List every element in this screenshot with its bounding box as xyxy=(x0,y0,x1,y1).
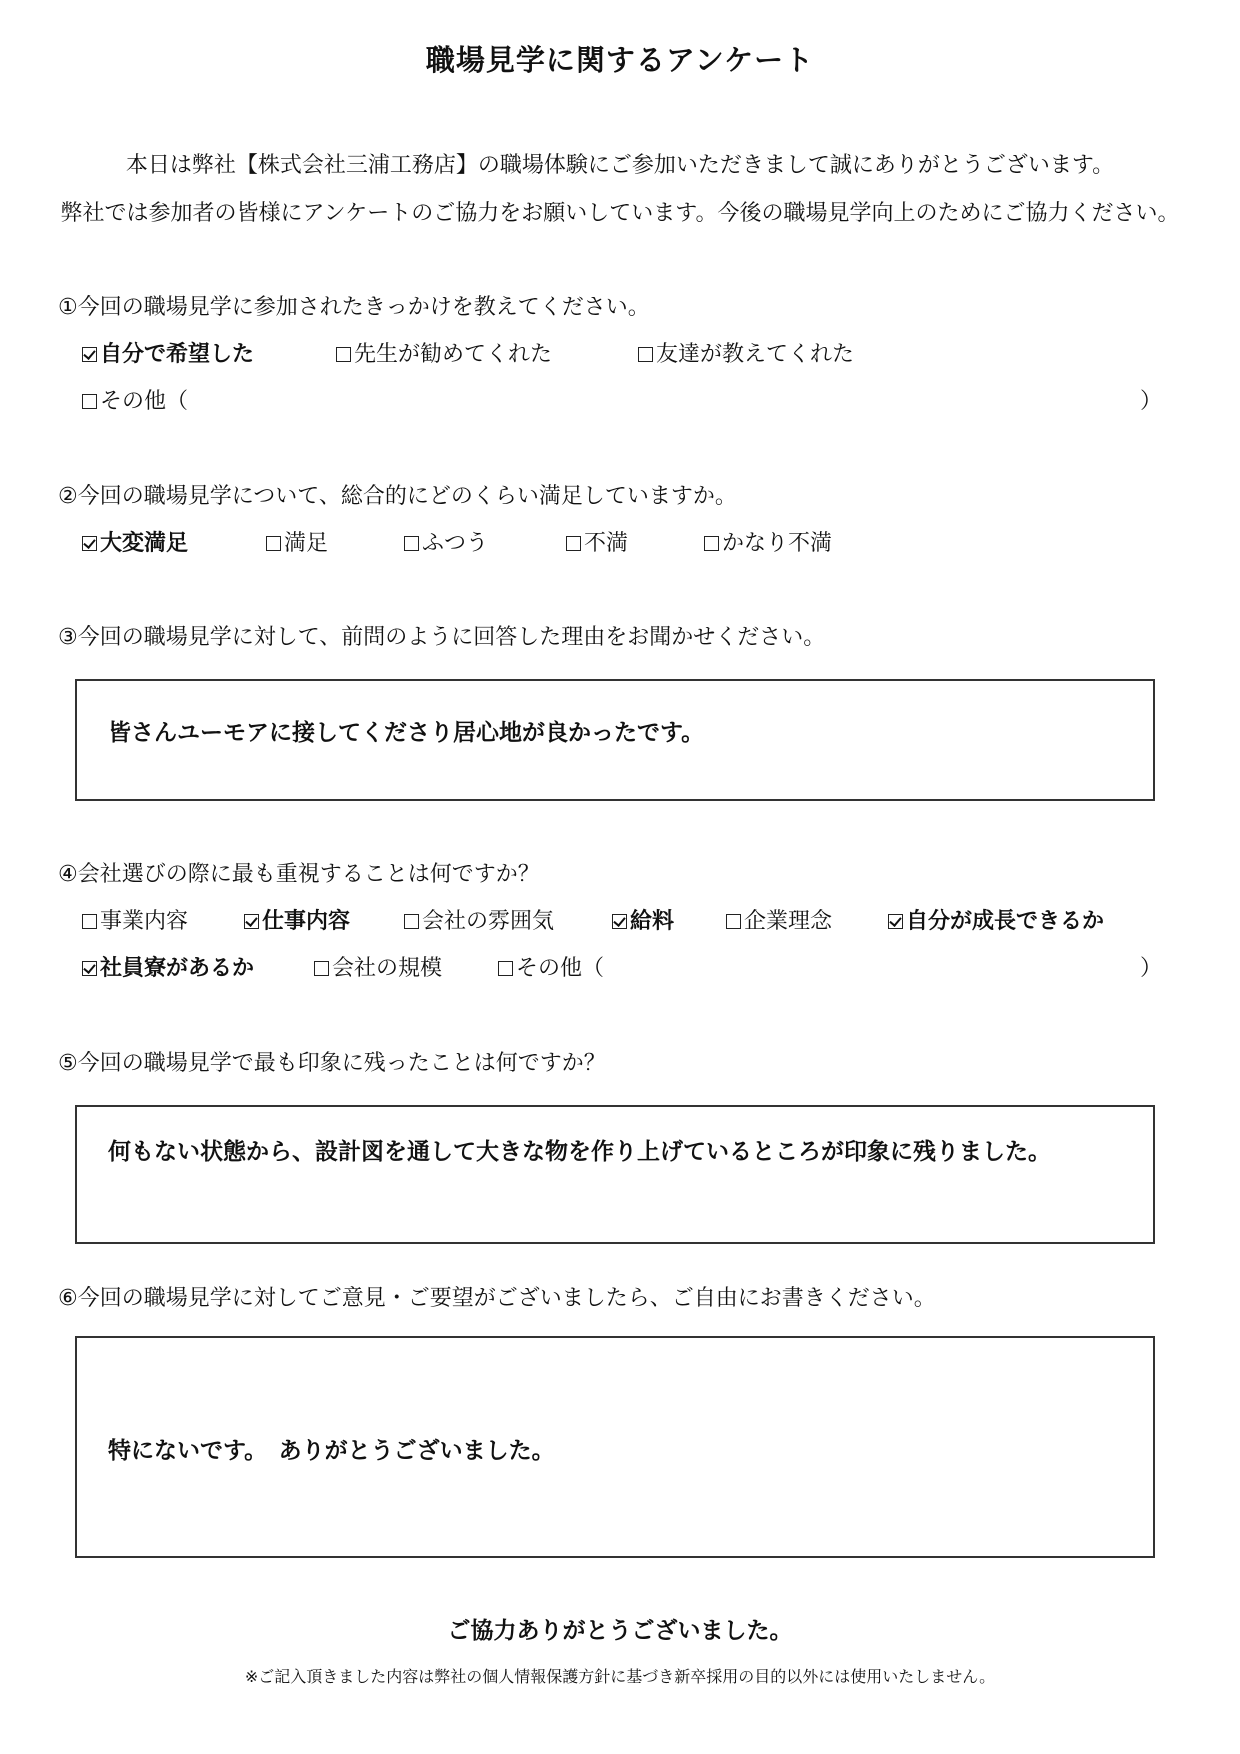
q1-option-other[interactable] xyxy=(82,384,188,415)
question-4: ④会社選びの際に最も重視することは何ですか？ xyxy=(58,862,540,887)
checkbox[interactable] xyxy=(638,347,653,362)
checkbox[interactable] xyxy=(82,914,97,929)
q2-option[interactable] xyxy=(404,526,488,557)
q4-option[interactable] xyxy=(726,904,832,935)
answer-box-5[interactable] xyxy=(75,1105,1155,1244)
answer-box-6[interactable] xyxy=(75,1336,1155,1558)
other-close-paren: ） xyxy=(1140,956,1163,981)
answer-text-5: 何もない状態から、設計図を通して大きな物を作り上げているところが印象に残りました。 xyxy=(108,1139,1051,1165)
answer-text-6: 特にないです。 ありがとうございました。 xyxy=(108,1438,555,1464)
checked-checkbox[interactable] xyxy=(82,347,97,362)
checked-checkbox[interactable] xyxy=(82,961,97,976)
question-1: ①今回の職場見学に参加されたきっかけを教えてください。 xyxy=(58,295,650,320)
page-title: 職場見学に関するアンケート xyxy=(425,43,815,77)
option-label: 会社の雰囲気 xyxy=(422,909,555,934)
question-2: ②今回の職場見学について、総合的にどのくらい満足していますか。 xyxy=(58,484,737,509)
checkbox[interactable] xyxy=(336,347,351,362)
option-label: 会社の規模 xyxy=(332,956,443,981)
q1-option[interactable] xyxy=(638,337,854,368)
checkbox[interactable] xyxy=(314,961,329,976)
privacy-note: ※ご記入頂きました内容は弊社の個人情報保護方針に基づき新卒採用の目的以外には使用いたしません。 xyxy=(244,1667,996,1686)
option-label: 社員寮があるか xyxy=(100,956,255,981)
q2-option[interactable] xyxy=(82,526,188,557)
q1-option[interactable] xyxy=(336,337,552,368)
checkbox[interactable] xyxy=(82,394,97,409)
option-label: ふつう xyxy=(422,531,489,556)
option-label: 先生が勧めてくれた xyxy=(354,342,553,367)
option-label: 給料 xyxy=(630,909,675,934)
option-label: 満足 xyxy=(284,531,329,556)
option-label: 大変満足 xyxy=(100,531,189,556)
option-label: 不満 xyxy=(584,531,629,556)
intro-line-1: 本日は弊社【株式会社三浦工務店】の職場体験にご参加いただきまして誠にありがとうございます。 xyxy=(125,153,1115,178)
q2-option[interactable] xyxy=(566,526,628,557)
checkbox[interactable] xyxy=(404,536,419,551)
q4-option[interactable] xyxy=(404,904,554,935)
checked-checkbox[interactable] xyxy=(244,914,259,929)
checked-checkbox[interactable] xyxy=(612,914,627,929)
intro-line-2: 弊社では参加者の皆様にアンケートのご協力をお願いしています。今後の職場見学向上のためにご協力ください。 xyxy=(60,201,1180,226)
checked-checkbox[interactable] xyxy=(888,914,903,929)
q1-option[interactable] xyxy=(82,337,254,368)
q4-option[interactable] xyxy=(888,904,1104,935)
checkbox[interactable] xyxy=(704,536,719,551)
option-label: その他（ xyxy=(100,389,189,414)
checkbox[interactable] xyxy=(266,536,281,551)
question-5: ⑤今回の職場見学で最も印象に残ったことは何ですか？ xyxy=(58,1051,606,1076)
option-label: 友達が教えてくれた xyxy=(656,342,855,367)
checkbox[interactable] xyxy=(566,536,581,551)
q2-option[interactable] xyxy=(266,526,328,557)
q4-option-other[interactable] xyxy=(498,951,604,982)
answer-box-3[interactable] xyxy=(75,679,1155,801)
option-label: その他（ xyxy=(516,956,605,981)
checkbox[interactable] xyxy=(498,961,513,976)
checkbox[interactable] xyxy=(404,914,419,929)
option-label: 自分で希望した xyxy=(100,342,255,367)
q4-option[interactable] xyxy=(82,951,254,982)
q4-option[interactable] xyxy=(82,904,188,935)
question-6: ⑥今回の職場見学に対してご意見・ご要望がございましたら、ご自由にお書きください。 xyxy=(58,1286,936,1311)
option-label: 仕事内容 xyxy=(262,909,351,934)
option-label: 事業内容 xyxy=(100,909,189,934)
option-label: かなり不満 xyxy=(722,531,833,556)
q4-option[interactable] xyxy=(612,904,674,935)
option-label: 企業理念 xyxy=(744,909,833,934)
q4-option[interactable] xyxy=(314,951,442,982)
checkbox[interactable] xyxy=(726,914,741,929)
question-3: ③今回の職場見学に対して、前問のように回答した理由をお聞かせください。 xyxy=(58,625,826,650)
q2-option[interactable] xyxy=(704,526,832,557)
answer-text-3: 皆さんユーモアに接してくださり居心地が良かったです。 xyxy=(108,720,705,746)
thanks-message: ご協力ありがとうございました。 xyxy=(447,1618,793,1644)
checked-checkbox[interactable] xyxy=(82,536,97,551)
other-close-paren: ） xyxy=(1140,389,1163,414)
q4-option[interactable] xyxy=(244,904,350,935)
option-label: 自分が成長できるか xyxy=(906,909,1105,934)
